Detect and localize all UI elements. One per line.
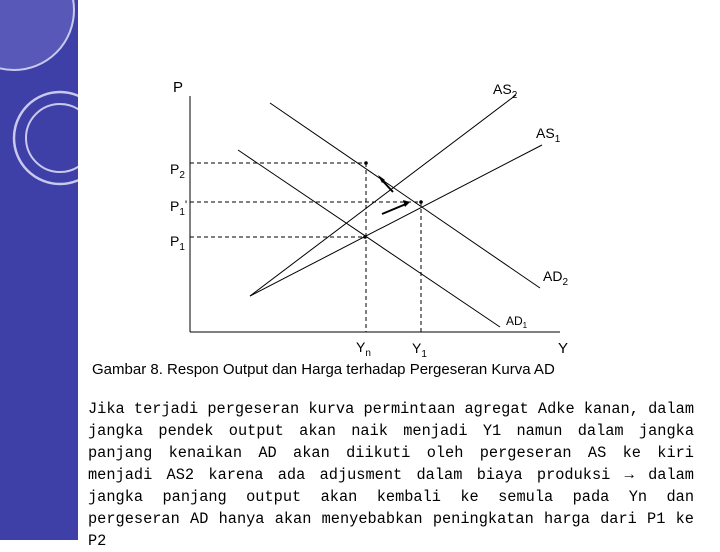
p2-label: $P_2$ [170,161,185,181]
as1-label: $AS_1$ [536,125,561,145]
as1-curve [250,145,542,296]
p1prime-label: $P_1'$ [170,198,188,218]
output-axis-label: Y [558,340,569,357]
p1-label: $P_1$ [170,233,185,253]
equilibrium-point [363,235,367,239]
as2-label: $AS_2$ [493,81,518,101]
price-axis-label: P [173,79,184,96]
ad1-curve [238,150,500,327]
equilibrium-point [364,161,368,165]
arrow-head-icon [403,200,410,207]
yn-label: $Y_n$ [356,339,371,359]
ad1-label: $AD_1$ [506,314,528,330]
shift-arrow [382,204,406,214]
figure-caption: Gambar 8. Respon Output dan Harga terhadap Pergeseran Kurva AD [92,361,555,378]
y1-label: $Y_1$ [412,340,427,360]
equilibrium-point [419,200,423,204]
ad2-curve [270,103,540,288]
ad2-label: $AD_2$ [543,268,569,288]
explanation-paragraph: Jika terjadi pergeseran kurva permintaan agregat Adke kanan, dalam jangka pendek output akan naik menjadi Y1 namun dalam jangka panjang kenaikan AD akan diikuti oleh pergeseran AS ke kiri menjadi AS2 karena ada adjusment dalam biaya produksi → dalam jangka panjang output akan kembali ke semula pada Yn dan pergeseran AD hanya akan menyebabkan peningkatan harga dari P1 ke P2 [88,400,694,550]
as2-curve [250,95,516,296]
